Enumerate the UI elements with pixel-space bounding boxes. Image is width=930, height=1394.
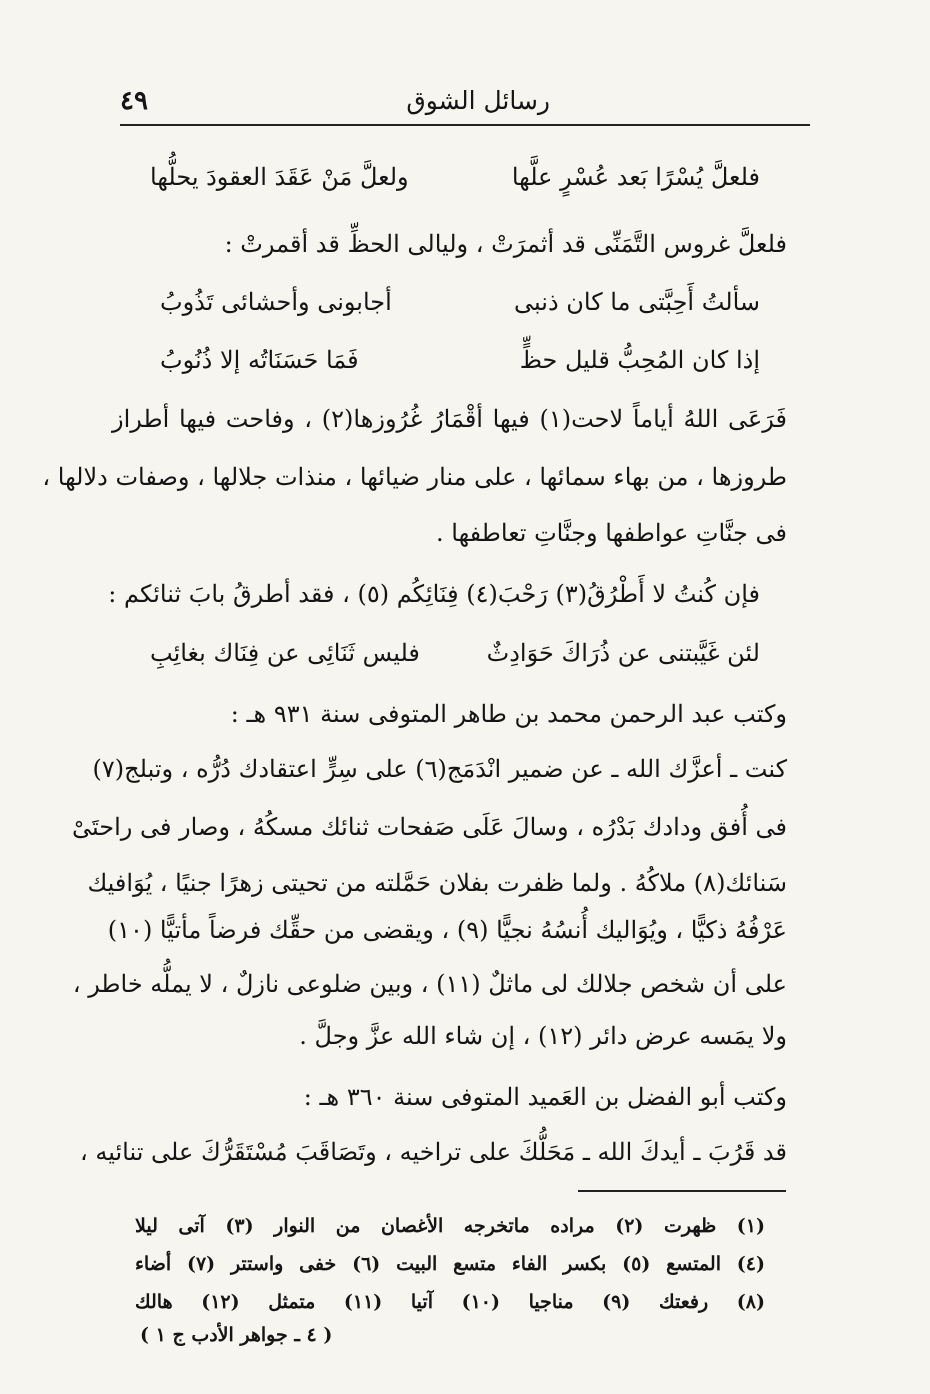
verse-2-second-hemistich: أجابونى وأحشائى تَذُوبُ xyxy=(160,288,392,316)
footnote-rule xyxy=(578,1190,786,1192)
paragraph-line: طروزها ، من بهاء سمائها ، على منار ضيائها ، منذات جلالها ، وصفات دلالها ، xyxy=(42,463,787,491)
paragraph-line: فلعلَّ غروس التَّمَنِّى قد أثمرَتْ ، وليالى الحظِّ قد أقمرتْ : xyxy=(224,230,787,258)
section-heading: وكتب أبو الفضل بن العَميد المتوفى سنة ٣٦٠ هـ : xyxy=(303,1083,787,1111)
paragraph-line: فإن كُنتُ لا أَطْرُقُ(٣) رَحْبَ(٤) فِنَائِكُم (٥) ، فقد أطرقُ بابَ ثنائكم : xyxy=(108,580,760,608)
paragraph-line: فى أُفق ودادك بَدْرُه ، وسالَ عَلَى صَفحات ثنائك مسكُهُ ، وصار فى راحتَىْ xyxy=(71,813,787,841)
verse-3-first-hemistich: إذا كان المُحِبُّ قليل حظٍّ xyxy=(519,346,760,374)
verse-1-second-hemistich: ولعلَّ مَنْ عَقَدَ العقودَ يحلُّها xyxy=(150,163,409,191)
paragraph-line: سَنائك(٨) ملاكُهُ . ولما ظفرت بفلان حَمَّلته من تحيتى زهرًا جنيًا ، يُوَافيك xyxy=(87,869,787,897)
paragraph-line: عَرْفُهُ ذكيًّا ، ويُوَاليك أُنسُهُ نجيًّا (٩) ، ويقضى من حقِّك فرضاً مأتيًّا (١٠) xyxy=(107,916,787,944)
footnote-line: (٤) المتسع (٥) بكسر الفاء متسع البيت (٦) خفى واستتر (٧) أضاء xyxy=(135,1253,765,1275)
page-number: ٤٩ xyxy=(120,86,148,116)
paragraph-line: كنت ـ أعزَّك الله ـ عن ضمير انْدَمَج(٦) على سِرٍّ اعتقادك دُرُّه ، وتبلج(٧) xyxy=(92,755,787,783)
header-rule xyxy=(120,124,810,126)
verse-1-first-hemistich: فلعلَّ يُسْرًا بَعد عُسْرٍ علَّها xyxy=(511,163,760,191)
paragraph-line: قد قَرُبَ ـ أيدكَ الله ـ مَحَلُّكَ على تراخيه ، وتَصَاقَبَ مُسْتَقَرُّكَ على تنائيه ، xyxy=(80,1138,787,1166)
verse-4-second-hemistich: فليس ثَنَائِى عن فِنَاك بغائِبِ xyxy=(150,639,420,667)
paragraph-line: فَرَعَى اللهُ أياماً لاحت(١) فيها أقْمَارُ غُرُوزها(٢) ، وفاحت فيها أطراز xyxy=(112,405,788,433)
verse-2-first-hemistich: سألتُ أَحِبَّتى ما كان ذنبى xyxy=(514,288,760,316)
verse-3-second-hemistich: فَمَا حَسَنَاتُه إلا ذُنُوبُ xyxy=(160,346,359,374)
paragraph-line: فى جنَّاتِ عواطفها وجنَّاتِ تعاطفها . xyxy=(436,519,787,547)
footnote-line: (١) ظهرت (٢) مراده ماتخرجه الأغصان من النوار (٣) آتى ليلا xyxy=(135,1215,765,1237)
section-heading: وكتب عبد الرحمن محمد بن طاهر المتوفى سنة ٩٣١ هـ : xyxy=(230,700,787,728)
paragraph-line: على أن شخص جلالك لى ماثلٌ (١١) ، وبين ضلوعى نازلٌ ، لا يملُّه خاطر ، xyxy=(72,970,787,998)
page-header xyxy=(120,82,780,122)
signature-mark: ( ٤ ـ جواهر الأدب ج ١ ) xyxy=(140,1324,333,1346)
footnote-line: (٨) رفعتك (٩) مناجيا (١٠) آتيا (١١) متمثل (١٢) هالك xyxy=(135,1291,765,1313)
verse-4-first-hemistich: لئن غَيَّبتنى عن ذُرَاكَ حَوَادِثٌ xyxy=(486,639,760,667)
paragraph-line: ولا يمَسه عرض دائر (١٢) ، إن شاء الله عزَّ وجلَّ . xyxy=(299,1022,787,1050)
running-title: رسائل الشوق xyxy=(406,86,550,115)
